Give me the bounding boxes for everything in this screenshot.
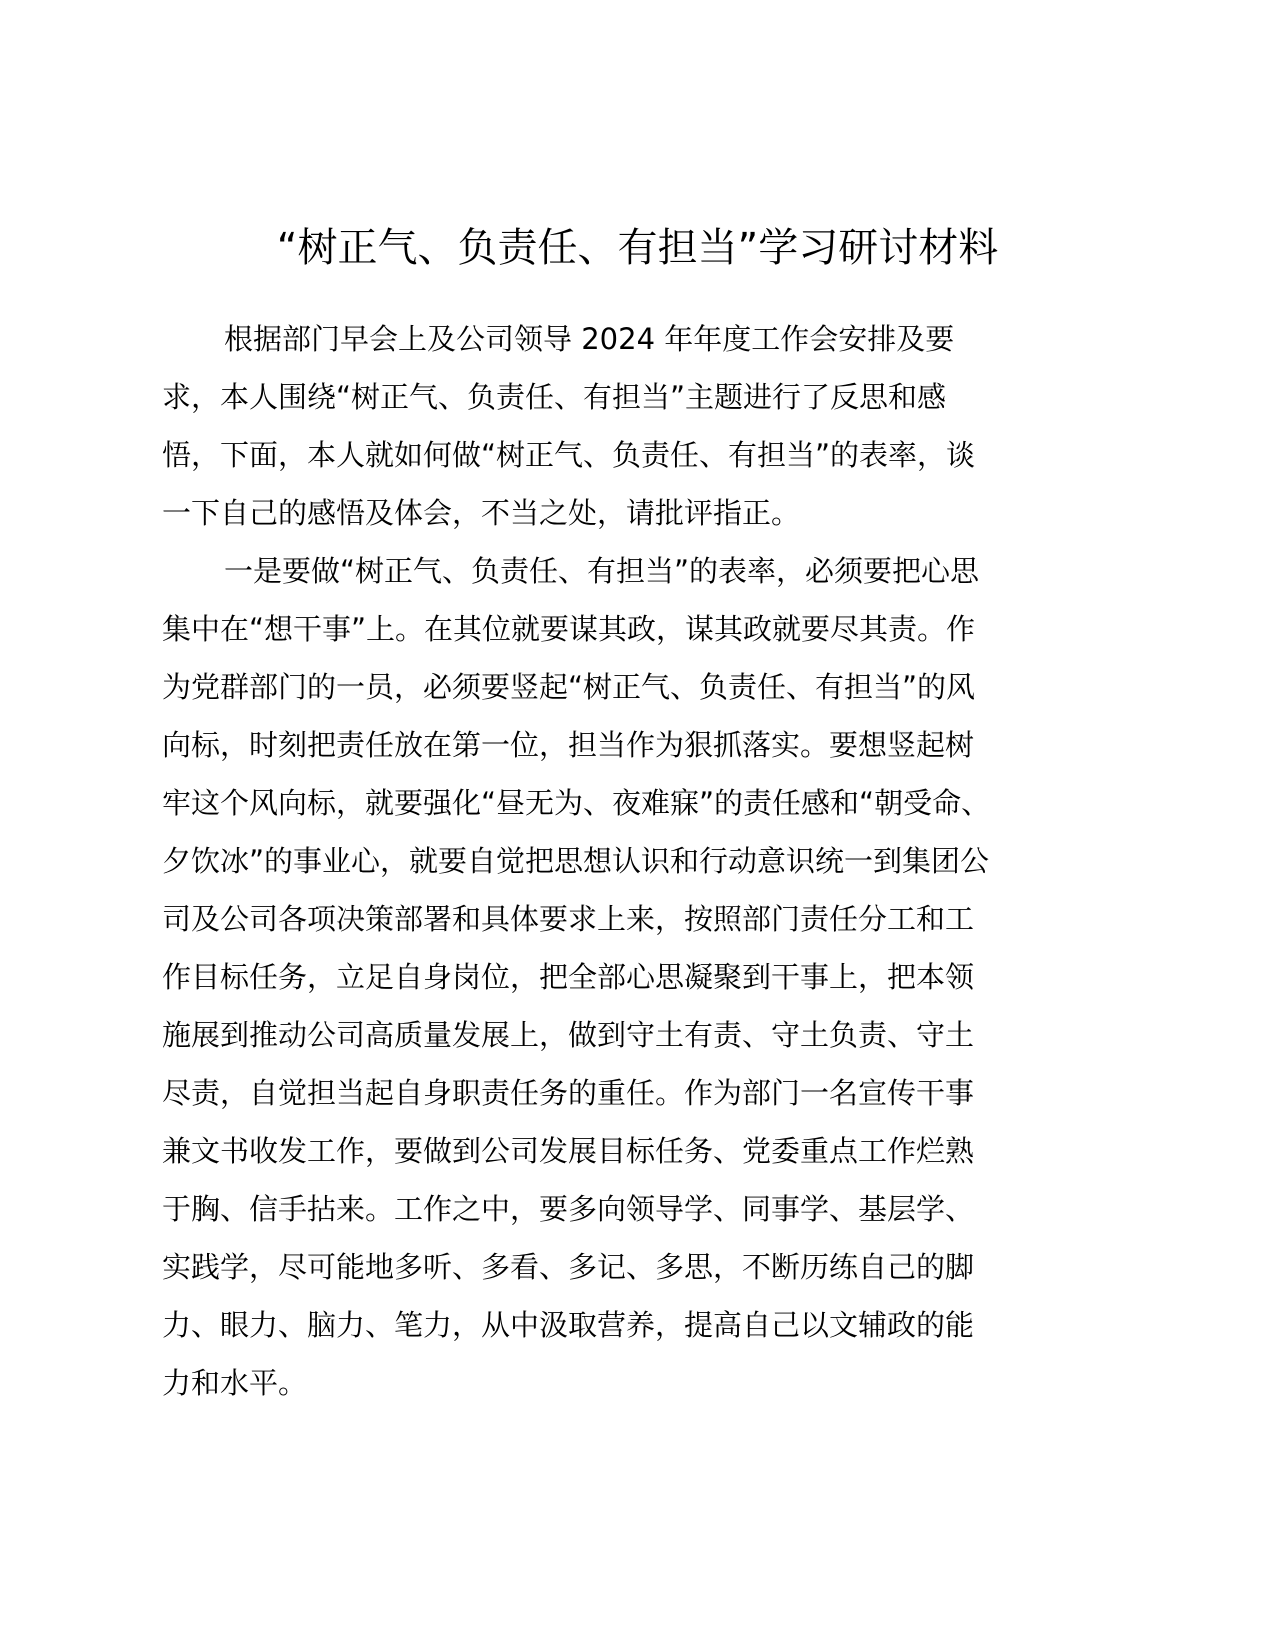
paragraph-line: 向标，时刻把责任放在第一位，担当作为狠抓落实。要想竖起树 [162,728,975,762]
paragraph-2 [162,542,1122,1412]
paragraph-line: 悟，下面，本人就如何做“树正气、负责任、有担当”的表率，谈 [162,438,976,472]
paragraph-line: 为党群部门的一员，必须要竖起“树正气、负责任、有担当”的风 [162,670,976,704]
paragraph-line: 司及公司各项决策部署和具体要求上来，按照部门责任分工和工 [162,902,975,936]
paragraph-line: 牢这个风向标，就要强化“昼无为、夜难寐”的责任感和“朝受命、 [162,786,991,820]
paragraph-line: 力、眼力、脑力、笔力，从中汲取营养，提高自己以文辅政的能 [162,1308,975,1342]
paragraph-line: 于胸、信手拈来。工作之中，要多向领导学、同事学、基层学、 [162,1192,975,1226]
paragraph-line: 夕饮冰”的事业心，就要自觉把思想认识和行动意识统一到集团公 [162,844,990,878]
paragraph-line: 一下自己的感悟及体会，不当之处，请批评指正。 [162,496,801,530]
paragraph-1 [162,310,1122,542]
document-body [162,310,1122,1412]
paragraph-line: 一是要做“树正气、负责任、有担当”的表率，必须要把心思 [224,554,980,588]
paragraph-line: 集中在“想干事”上。在其位就要谋其政，谋其政就要尽其责。作 [162,612,976,646]
paragraph-line: 力和水平。 [162,1366,308,1400]
paragraph-line: 尽责，自觉担当起自身职责任务的重任。作为部门一名宣传干事 [162,1076,975,1110]
paragraph-line: 作目标任务，立足自身岗位，把全部心思凝聚到干事上，把本领 [162,960,975,994]
document-title: “树正气、负责任、有担当”学习研讨材料 [276,225,999,271]
paragraph-line: 施展到推动公司高质量发展上，做到守土有责、守土负责、守土 [162,1018,975,1052]
paragraph-line: 兼文书收发工作，要做到公司发展目标任务、党委重点工作烂熟 [162,1134,975,1168]
paragraph-line: 实践学，尽可能地多听、多看、多记、多思，不断历练自己的脚 [162,1250,975,1284]
paragraph-line: 求，本人围绕“树正气、负责任、有担当”主题进行了反思和感 [162,380,947,414]
paragraph-line: 根据部门早会上及公司领导 2024 年年度工作会安排及要 [224,322,955,356]
